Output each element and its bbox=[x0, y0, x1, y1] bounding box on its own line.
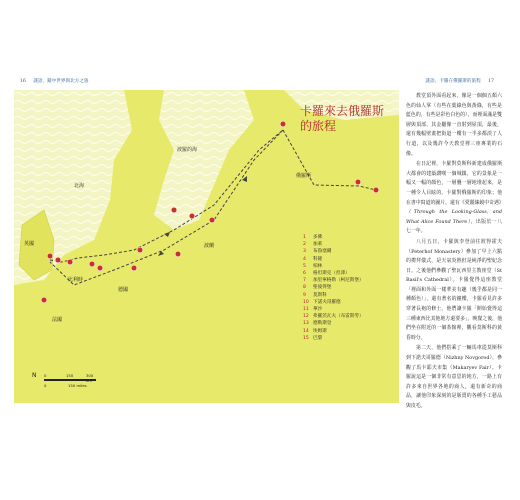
body-text-column bbox=[406, 92, 502, 413]
book-spread bbox=[14, 78, 506, 412]
legend-row: 11 華沙 bbox=[303, 307, 323, 313]
legend-row: 3 布魯塞爾 bbox=[303, 249, 332, 255]
legend-row: 12 弗羅茨瓦夫（布雷斯勞） bbox=[303, 314, 364, 320]
legend-row: 5 柏林 bbox=[303, 263, 323, 269]
label-germany: 德國 bbox=[118, 287, 129, 293]
legend-row: 8 聖彼得堡 bbox=[303, 285, 332, 291]
pin-calais bbox=[55, 257, 61, 263]
pin-kaliningrad bbox=[189, 213, 195, 219]
right-running-title: 謎語、卡羅在俄羅斯的旅程 bbox=[425, 79, 481, 84]
pin-berlin bbox=[137, 247, 143, 253]
scale-tick: 150 miles bbox=[68, 383, 87, 388]
right-page-number: 17 bbox=[488, 79, 494, 84]
label-north-sea: 北海 bbox=[74, 183, 85, 189]
legend-row: 15 巴黎 bbox=[303, 335, 323, 341]
paragraph: 教堂頂外面看起來，像是一個個五顏六色的仙人掌（有些在葉綠色與黃綠，有些是藍色的，有些是彩色白色的），而裡面滿是雙層與頂部，其金屬像一直射到屋頂，最後，還有幾幅壁畫把街道一樓有一半多都淡了人行道，以及幾許今天教堂裡三座專業的石像。 bbox=[406, 93, 502, 157]
left-running-title: 謎語、鏡中世界與北方之旅 bbox=[33, 79, 89, 84]
label-france: 法國 bbox=[52, 317, 63, 323]
legend-row: 6 格但斯克（但澤） bbox=[303, 271, 350, 277]
pin-paris bbox=[41, 297, 47, 303]
compass-icon: N bbox=[32, 372, 37, 379]
scale-tick: 150 bbox=[66, 373, 74, 378]
paragraph: 第二天，他們搭乘了一輛馬車從莫斯科到下諾夫哥羅德（Nizhny Novgorod），參觀了馬卡耶夫市集（Makaryev Fair）。卡羅說這是一個非常有意思的地方，一路上有許多來自世界各地的商人，還有新奇的商品，讓他印象深刻的是販賣的各種手工藝品與皮毛。 bbox=[406, 345, 502, 409]
pin-st-petersburg bbox=[280, 121, 286, 127]
label-poland: 波蘭 bbox=[204, 243, 215, 249]
legend-row: 1 多佛 bbox=[303, 235, 323, 240]
left-page-number: 16 bbox=[20, 79, 26, 84]
legend-row: 10 下諾夫哥羅德 bbox=[303, 299, 341, 305]
pin-cologne bbox=[89, 261, 95, 267]
scale-line bbox=[44, 379, 96, 381]
legend-row: 2 加萊 bbox=[303, 242, 323, 248]
label-russia: 俄羅斯 bbox=[296, 173, 312, 179]
legend-row: 14 埃姆斯 bbox=[303, 328, 327, 334]
legend-row: 7 加里寧格勒（柯尼斯堡） bbox=[303, 278, 364, 284]
right-page-header bbox=[426, 78, 500, 84]
paragraph: 八月五日，卡羅與李登前往彼得霍夫（Peterhof Monastery）參加了早上六點的禮拜儀式，是天氣炎熱但是純淨的聖紀念日。之後他們參觀了聖瓦西里主教座堂（St Basil's Cathedral）。卡羅覺得這座教堂「裡面和外面一樣華美有趣（幾乎都是同一種顏色）」，還有著名的鐘樓，卡羅看見許多穿著長袍的修士，他們讓卡羅「開始覺得這三種東西比其他地方還要多」，晚餐之後，他們坐在附近的一個茶館裡，觀看莫斯科的黃昏時分。 bbox=[406, 238, 502, 341]
scale-bar bbox=[44, 373, 100, 393]
map-title-line-1: 卡羅來去俄羅斯 bbox=[300, 104, 385, 118]
baltic-sea-waves bbox=[154, 90, 254, 230]
route-map bbox=[14, 90, 399, 403]
pin-brussels bbox=[67, 259, 73, 265]
pin-dover bbox=[47, 253, 53, 259]
map-title-line-2: 的旅程 bbox=[300, 119, 337, 133]
label-england: 英國 bbox=[24, 241, 35, 247]
scale-tick: 0 bbox=[44, 373, 47, 378]
pin-warsaw bbox=[209, 217, 215, 223]
map-title bbox=[300, 104, 384, 134]
label-belgium: 比利時 bbox=[68, 277, 84, 283]
pin-gdansk bbox=[171, 207, 177, 213]
map-legend bbox=[303, 234, 364, 342]
pin-ems bbox=[97, 265, 103, 271]
legend-row: 4 科隆 bbox=[303, 256, 323, 262]
pin-wroclaw bbox=[175, 251, 181, 257]
scale-tick: 300 bbox=[86, 373, 94, 378]
scale-tick: 0 bbox=[44, 383, 47, 388]
pin-nizhny-novgorod bbox=[373, 187, 379, 193]
pin-moscow bbox=[355, 179, 361, 185]
label-baltic-sea: 波羅的海 bbox=[177, 147, 198, 153]
pin-dresden bbox=[131, 265, 137, 271]
arrow-1 bbox=[164, 232, 170, 237]
route-east bbox=[283, 130, 376, 190]
legend-row: 13 德勒斯登 bbox=[303, 321, 332, 327]
left-page-header bbox=[20, 78, 94, 84]
paragraph: 在日記裡，卡羅對莫斯科新建成俄羅斯大都會的建築讚嘆一個城鎮，它的景象是一幅又一幅的顏色，一層疊一層地堆起來，是一種令人目眩的、卡羅對俄羅斯的印象；他在書中寫道的圖片，還有《愛麗絲鏡中奇遇》（Through the Looking-Glass, and What Alice Found There），出版於一八七一年。 bbox=[406, 161, 504, 235]
legend-row: 9 莫斯科 bbox=[303, 292, 327, 298]
